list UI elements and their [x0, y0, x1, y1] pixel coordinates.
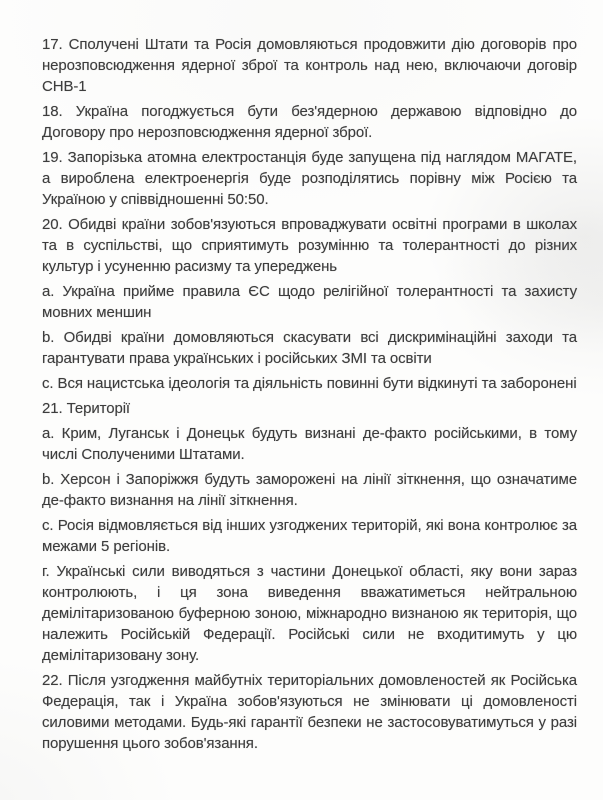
clause-21-item-g: г. Українські сили виводяться з частини Донецької області, яку вони зараз контролюють, і ця зона виведення вважатиметься нейтральною демілітаризованою буферною зоною, міжнародно визнаною як територія, що належить Російській Федерації. Російські сили не входитимуть у цю демілітаризовану зону. [42, 563, 577, 664]
clause-20-item-a: a. Україна прийме правила ЄС щодо релігійної толерантності та захисту мовних меншин [42, 283, 577, 321]
clause-18: 18. Україна погоджується бути без'ядерною державою відповідно до Договору про нерозповсюдження ядерної зброї. [42, 103, 577, 141]
clause-20-item-c: c. Вся нацистська ідеологія та діяльність повинні бути відкинуті та заборонені [42, 375, 577, 392]
clause-21-item-a: a. Крим, Луганськ і Донецьк будуть визнані де-факто російськими, в тому числі Сполученими Штатами. [42, 425, 577, 463]
clause-17: 17. Сполучені Штати та Росія домовляються продовжити дію договорів про нерозповсюдження ядерної зброї та контроль над нею, включаючи договір СНВ-1 [42, 36, 577, 95]
section-21-title: 21. Території [42, 400, 130, 417]
clause-20: 20. Обидві країни зобов'язуються впроваджувати освітні програми в школах та в суспільстві, що сприятимуть розумінню та толерантності до різних культур і усуненню расизму та упереджень [42, 216, 577, 275]
clause-20-item-b: b. Обидві країни домовляються скасувати всі дискримінаційні заходи та гарантувати права українських і російських ЗМІ та освіти [42, 329, 577, 367]
clause-21-item-b: b. Херсон і Запоріжжя будуть заморожені на лінії зіткнення, що означатиме де-факто визнання на лінії зіткнення. [42, 471, 577, 509]
clause-21-item-c: c. Росія відмовляється від інших узгоджених територій, які вона контролює за межами 5 регіонів. [42, 517, 577, 555]
clause-22: 22. Після узгодження майбутніх територіальних домовленостей як Російська Федерація, так і Україна зобов'язуються не змінювати ці домовленості силовими методами. Будь-які гарантії безпеки не застосовуватимуться у разі порушення цього зобов'язання. [42, 672, 577, 752]
clause-19: 19. Запорізька атомна електростанція буде запущена під наглядом МАГАТЕ, а вироблена електроенергія буде розподілятись порівну між Росією та Україною у співвідношенні 50:50. [42, 149, 577, 208]
